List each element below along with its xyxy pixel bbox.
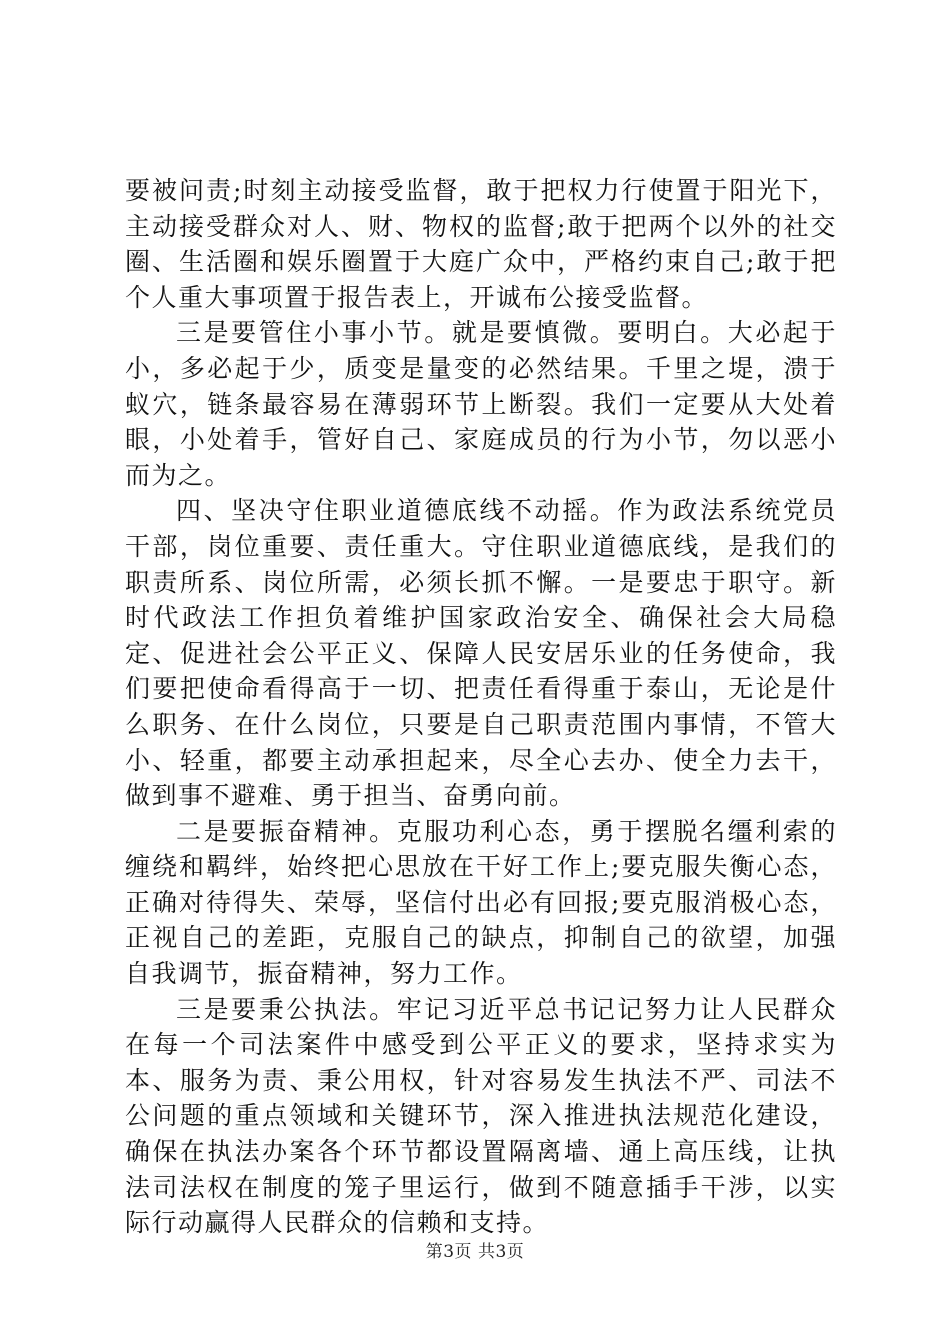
- page-footer: 第3页 共3页: [425, 1242, 525, 1262]
- paragraph-3: 四、坚决守住职业道德底线不动摇。作为政法系统党员干部，岗位重要、责任重大。守住职业道德底线，是我们的职责所系、岗位所需，必须长抓不懈。一是要忠于职守。新时代政法工作担负着维护国家政治安全、确保社会大局稳定、促进社会公平正义、保障人民安居乐业的任务使命，我们要把使命看得高于一切、把责任看得重于泰山，无论是什么职务、在什么岗位，只要是自己职责范围内事情，不管大小、轻重，都要主动承担起来，尽全心去办、使全力去干，做到事不避难、勇于担当、奋勇向前。: [125, 496, 837, 811]
- document-body: [125, 173, 837, 1241]
- paragraph-4: 二是要振奋精神。克服功利心态，勇于摆脱名缰利索的缠绕和羁绊，始终把心思放在干好工作上;要克服失衡心态，正确对待得失、荣辱，坚信付出必有回报;要克服消极心态，正视自己的差距，克服自己的缺点，抑制自己的欲望，加强自我调节，振奋精神，努力工作。: [125, 816, 837, 989]
- paragraph-5: 三是要秉公执法。牢记习近平总书记记努力让人民群众在每一个司法案件中感受到公平正义的要求，坚持求实为本、服务为责、秉公用权，针对容易发生执法不严、司法不公问题的重点领域和关键环节，深入推进执法规范化建设，确保在执法办案各个环节都设置隔离墙、通上高压线，让执法司法权在制度的笼子里运行，做到不随意插手干涉，以实际行动赢得人民群众的信赖和支持。: [125, 994, 837, 1238]
- paragraph-2: 三是要管住小事小节。就是要慎微。要明白。大必起于小，多必起于少，质变是量变的必然结果。千里之堤，溃于蚁穴，链条最容易在薄弱环节上断裂。我们一定要从大处着眼，小处着手，管好自己、家庭成员的行为小节，勿以恶小而为之。: [125, 318, 837, 490]
- paragraph-1: 要被问责;时刻主动接受监督，敢于把权力行使置于阳光下，主动接受群众对人、财、物权的监督;敢于把两个以外的社交圈、生活圈和娱乐圈置于大庭广众中，严格约束自己;敢于把个人重大事项置于报告表上，开诚布公接受监督。: [125, 176, 837, 312]
